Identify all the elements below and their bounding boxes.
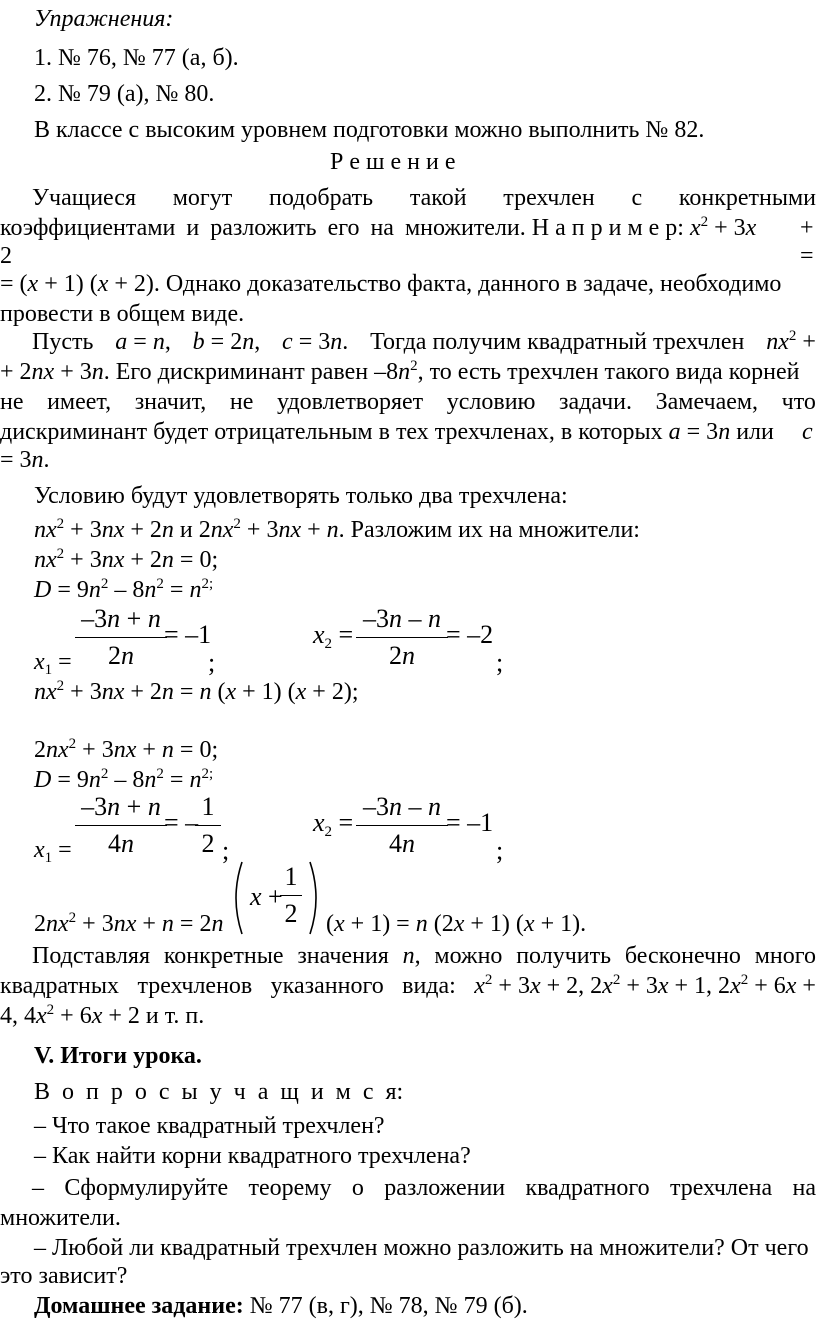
discriminant-2: $D = 9n^2 - 8n^2 = n^{2;}$ [34, 766, 214, 793]
homework: Домашнее задание: № 77 (в, г), № 78, № 79 (б). [34, 1293, 528, 1319]
root-x2-label: $x_2$ = [313, 620, 354, 652]
question-3-line-2: множители. [0, 1205, 121, 1231]
paragraph-3-line-2: $nx^2 + 3nx + 2n$ и $2nx^2 + 3nx + n$. Разложим их на множители: [34, 516, 640, 543]
fraction-x1-2: –3n + n 4n [75, 792, 167, 859]
equation-2: $2nx^2 + 3nx + n = 0$; [34, 736, 219, 763]
root-x1-label-2: $x_1$ = [34, 837, 72, 866]
factorization-2-start: $2nx^2 + 3nx + n = 2n$ [34, 910, 224, 937]
questions-label: В о п р о с ы у ч а щ и м с я: [34, 1079, 404, 1105]
fraction-x2-2: –3n – n 4n [356, 792, 448, 859]
exercise-advanced: В классе с высоким уровнем подготовки можно выполнить № 82. [34, 117, 705, 143]
root-x2-label-2: $x_2$ = [313, 808, 354, 840]
fraction-x2: –3n – n 2n [356, 604, 448, 671]
fraction-x1: –3n + n 2n [75, 604, 167, 671]
paragraph-2-line-3: не имеет, значит, не удовлетворяет условию задачи. Замечаем, что [0, 389, 816, 415]
paragraph-4-line-2: квадратных трехчленов указанного вида: $x^2 + 3x + 2$, $2x^2 + 3x + 1$, $2x^2 + 6x$ + [0, 972, 816, 999]
question-3-line-1: – Сформулируйте теорему о разложении квадратного трехчлена на [32, 1175, 816, 1201]
paragraph-4-line-1: Подставляя конкретные значения n, можно получить бесконечно много [32, 943, 816, 969]
equation-1: $nx^2 + 3nx + 2n = 0$; [34, 546, 219, 573]
question-4-line-2: это зависит? [0, 1263, 128, 1289]
question-2: – Как найти корни квадратного трехчлена? [34, 1143, 471, 1169]
paragraph-2-line-1: Пусть a = n, b = 2n, c = 3n. Тогда получим квадратный трехчлен $nx^2$ + [32, 328, 816, 355]
paragraph-1-line-5: провести в общем виде. [0, 301, 245, 327]
question-1: – Что такое квадратный трехчлен? [34, 1113, 385, 1139]
exercises-title: Упражнения: [34, 6, 174, 32]
exercise-item-1: 1. № 76, № 77 (а, б). [34, 45, 239, 71]
question-4-line-1: – Любой ли квадратный трехчлен можно разложить на множители? От чего [34, 1235, 809, 1261]
paragraph-1-line-1: Учащиеся могут подобрать такой трехчлен с конкретными [32, 185, 816, 211]
paragraph-1-line-2: коэффициентами и разложить его на множители. Н а п р и м е р: $x^2 + 3x$ [0, 214, 757, 241]
paragraph-3-line-1: Условию будут удовлетворять только два трехчлена: [34, 483, 568, 509]
paragraph-4-line-3: 4, $4x^2 + 6x + 2$ и т. п. [0, 1002, 205, 1029]
solution-heading: Р е ш е н и е [330, 149, 456, 175]
exercise-item-2: 2. № 79 (а), № 80. [34, 81, 215, 107]
root-x1-label: $x_1$ = [34, 649, 72, 678]
paragraph-2-line-4: дискриминант будет отрицательным в тех трехчленах, в которых a = 3n или [0, 419, 774, 445]
factorization-2-end: (x + 1) = n (2x + 1) (x + 1). [326, 911, 587, 937]
paragraph-1-line-4: = (x + 1) (x + 2). Однако доказательство факта, данного в задаче, необходимо [0, 271, 782, 297]
summary-heading: V. Итоги урока. [34, 1043, 202, 1069]
discriminant-1: $D = 9n^2 - 8n^2 = n^{2;}$ [34, 576, 214, 603]
factorization-1: $nx^2 + 3nx + 2n = n$ (x + 1) (x + 2); [34, 678, 359, 705]
paragraph-2-line-2: + 2nx + 3n. Его дискриминант равен $-8n^2$, то есть трехчлен такого вида корней [0, 358, 800, 385]
